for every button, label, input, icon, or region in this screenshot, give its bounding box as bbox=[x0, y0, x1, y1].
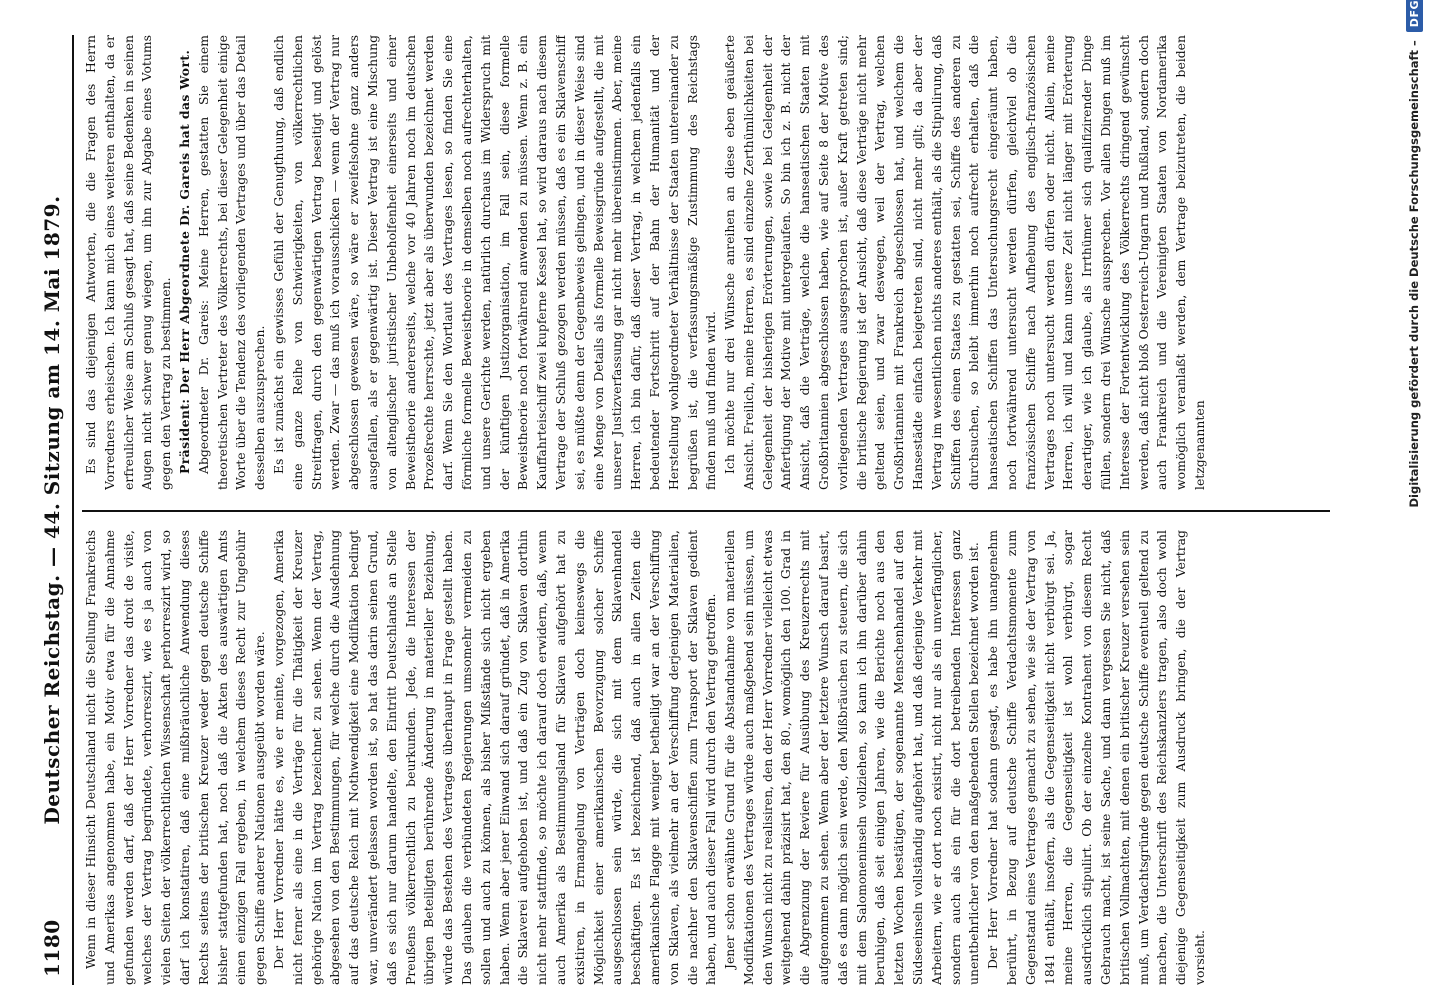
column-divider bbox=[82, 510, 1330, 512]
rotated-newspaper-page bbox=[38, 35, 1330, 985]
paragraph: Ich möchte nur drei Wünsche anreihen an diese eben geäußerte Ansicht. Freilich, meine Herren, es sind einzelne Zerthümlichkeiten bei Gelegenheit der bisherigen Erörterungen, sowie bei Gelegenheit der Anfertigung der Motive mit untergelaufen. So bin ich z. B. nicht der Ansicht, daß die Verträge, welche die hanseatischen Staaten mit Großbritannien abgeschlossen haben, wie auf Seite 8 der Motive des vorliegenden Vertrages ausgesprochen ist, außer Kraft getreten sind; die britische Regierung ist der Ansicht, daß diese Verträge nicht mehr geltend seien, und zwar deswegen, weil der Vertrag, welchen Großbritannien mit Frankreich abgeschlossen hat, und welchem die Hansestädte einfach beigetreten sind, nicht mehr gilt; da aber der Vertrag im wesentlichen nichts anderes enthält, als die Stipulirung, daß Schiffen des einen Staates zu gestatten sei, Schiffe des anderen zu durchsuchen, so bleibt immerhin noch aufrecht erhalten, daß die hanseatischen Schiffen das Untersuchungsrecht eingeräumt haben, noch fortwährend untersucht werden dürfen, gleichviel ob die französischen Schiffe nach Aufhebung des englisch-französischen Vertrages noch untersucht werden dürfen oder nicht. Allein, meine Herren, ich will und kann unsere Zeit nicht länger mit Erörterung derartiger, wie ich glaube, als Irrthümer sich qualifizirender Dinge füllen, sondern drei Wünsche aussprechen. Vor allen Dingen muß im Interesse der Fortentwicklung des Völkerrechts dringend gewünscht werden, daß nicht bloß Oesterreich-Ungarn und Rußland, sondern doch auch Frankreich und die Vereinigten Staaten von Nordamerika womöglich veranlaßt werden, dem Vertrage beizutreten, die beiden letzgenannten bbox=[722, 35, 1208, 490]
speaker-paragraph: Präsident: Der Herr Abgeordnete Dr. Gareis hat das Wort. bbox=[176, 49, 192, 474]
page-number: 1180 bbox=[40, 919, 64, 977]
digitization-notice-text: Digitalisierung gefördert durch die Deutsche Forschungsgemeinschaft – bbox=[1407, 40, 1421, 508]
right-text-column bbox=[82, 35, 1330, 490]
paragraph: Es sind das diejenigen Antworten, die die Fragen des Herrn Vorredners erheischen. Ich kann mich eines weiteren enthalten, da er erfreulicher Weise am Schluß gesagt hat, daß seine Bedenken in seinen Augen nicht schwer genug wiegen, um ihn zur Abgabe eines Votums gegen den Vertrag zu bestimmen. bbox=[83, 35, 174, 490]
header-rule bbox=[72, 35, 74, 985]
page-headline: Deutscher Reichstag. — 44. Sitzung am 14. Mai 1879. bbox=[40, 195, 64, 825]
paragraph: Jener schon erwähnte Grund für die Abstandnahme von materiellen Modifikationen des Vertrages würde auch maßgebend sein müssen, um den Wunsch nicht zu realisiren, den der Herr Vorredner vielleicht etwas weitgehend dahin präzisirt hat, den 80., womöglich den 100. Grad in die Abgrenzung der Reviere für Ausübung des Kreuzerrechts mit aufgenommen zu sehen. Wenn aber der letztere Wunsch darauf basirt, daß es dann möglich sein werde, den Mißbräuchen zu steuern, die sich mit dem Salomoneninseln vollziehen, so kann ich ihn darüber dahin beruhigen, daß seit einigen Jahren, wie die Berichte noch aus den letzten Wochen bestätigen, der sogenannte Menschenhandel auf den Südseeinseln vollständig aufgehört hat, und daß derjenige Verkehr mit Arbeitern, wie er dort noch existirt, nicht nur als ein unverfänglicher, sondern auch als ein für die dort betreibenden Interessen ganz unentbehrlicher von den maßgebenden Stellen bezeichnet worden ist. bbox=[722, 530, 982, 985]
paragraph: Wenn in dieser Hinsicht Deutschland nicht die Stellung Frankreichs und Amerikas angenommen habe, ein Motiv etwa für die Annahme gefunden werden darf, daß der Herr Vorredner das droit de visite, welches der Vertrag begründete, verhorreszirt, wie es ja auch von vielen Seiten der völkerrechtlichen Wissenschaft perhorreszirt wird, so darf ich konstatiren, daß eine mißbräuchliche Anwendung dieses Rechts seitens der britischen Kreuzer weder gegen deutsche Schiffe bisher stattgefunden hat, noch daß die Akten des auswärtigen Amts einen einzigen Fall ergeben, in welchem dieses Recht zur Ungebühr gegen Schiffe anderer Nationen ausgeübt worden wäre. bbox=[83, 530, 268, 985]
paragraph: Abgeordneter Dr. Gareis: Meine Herren, gestatten Sie einem theoretischen Vertreter des Völkerrechts, bei dieser Gelegenheit einige Worte über die Tendenz des vorliegenden Vertrages und über das Detail desselben auszusprechen. bbox=[195, 35, 268, 490]
paragraph: Der Herr Vorredner hätte es, wie er meinte, vorgezogen, Amerika nicht ferner als eine in die Verträge für die Thätigkeit der Kreuzer gehörige Nation im Vertrag bezeichnet zu sehen. Wenn der Vertrag, abgesehen von den Bestimmungen, für welche durch die Ausdehnung auf das deutsche Reich mit Nothwendigkeit eine Modifikation bedingt war, unverändert gelassen worden ist, so hat das darin seinen Grund, daß es sich nur darum handelte, den Eintritt Deutschlands an Stelle Preußens völkerrechtlich zu beurkunden. Jede, die Interessen der übrigen Beteiligten berührende Änderung in materieller Beziehung, würde das Bestehen des Vertrages überhaupt in Frage gestellt haben. Das glauben die verbündeten Regierungen umsomehr vermeiden zu sollen und auch zu können, als bisher Mißstände sich nicht ergeben haben. Wenn aber jener Einwand sich darauf gründet, daß in Amerika die Sklaverei aufgehoben ist, und daß ein Zug von Sklaven dorthin nicht mehr stattfinde, so möchte ich darauf doch erwidern, daß, wenn auch Amerika als Bestimmungsland für Sklaven aufgehört hat zu existiren, in Ermangelung von Verträgen doch keineswegs die Möglichkeit einer amerikanischen Bevorzugung solcher Schiffe ausgeschlossen sein würde, die sich mit dem Sklavenhandel beschäftigen. Es ist bezeichnend, daß auch in allen Zeiten die amerikanische Flagge mit weniger betheiligt war an der Verschiffung von Sklaven, als vielmehr an der Verschiffung derjenigen Materialien, die nachher den Sklavenschiffen zum Transport der Sklaven gedient haben, und auch dieser Fall wird durch den Vertrag getroffen. bbox=[270, 530, 719, 985]
paragraph: Es ist zunächst ein gewisses Gefühl der Genugthuung, daß endlich eine ganze Reihe von Schwierigkeiten, von völkerrechtlichen Streitfragen, durch den gegenwärtigen Vertrag beseitigt und gelöst werden. Zwar — das muß ich vorausschicken — wenn der Vertrag nur abgeschlossen gewesen wäre, so wäre er zweifelsohne ganz anders ausgefallen, als er gegenwärtig ist. Dieser Vertrag ist eine Mischung von altenglischer juristischer Unbeholfenheit einerseits und einer Beweistheorie andererseits, welche vor 40 Jahren noch im deutschen Prozeßrechte herrschte, jetzt aber als überwunden bezeichnet werden darf. Wenn Sie den Wortlaut des Vertrages lesen, so finden Sie eine förmliche formelle Beweistheorie in demselben noch aufrechterhalten, und unsere Gerichte werden, natürlich durchaus im Widerspruch mit der künftigen Justizorganisation, im Fall sein, diese formelle Beweistheorie noch fortwährend anwenden zu müssen. Wenn z. B. ein Kauffahrteischiff zwei kupferne Kessel hat, so wird daraus nach diesem Vertrage der Schluß gezogen werden müssen, daß es ein Sklavenschiff sei, es müßte denn der Gegenbeweis gelingen, und in dieser Weise sind eine Menge von Details als formelle Beweisgründe aufgestellt, die mit unserer Justizverfassung gar nicht mehr übereinstimmen. Aber, meine Herren, ich bin dafür, daß dieser Vertrag, in welchem jedenfalls ein bedeutender Fortschritt auf der Bahn der Humanität und der Herstellung wohlgeordneter Verhältnisse der Staaten untereinander zu begrüßen ist, die verfassungsmäßige Zustimmung des Reichstags finden muß und finden wird. bbox=[270, 35, 719, 490]
paragraph: Der Herr Vorredner hat sodann gesagt, es habe ihn unangenehm berührt, in Bezug auf deutsche Schiffe Verdachtsmomente zum Gegenstand eines Vertrages gemacht zu sehen, wie sie der Vertrag von 1841 enthält, insofern, als die Gegenseitigkeit nicht verbürgt sei. Ja, meine Herren, die Gegenseitigkeit ist wohl verbürgt, sogar ausdrücklich stipulirt. Ob der einzelne Kontrahent von diesem Recht Gebrauch macht, ist seine Sache, und dann vergessen Sie nicht, daß britischen Vollmachten, mit denen ein britischer Kreuzer versehen sein muß, um Verdachtsgründe gegen deutsche Schiffe eventuell geltend zu machen, die Unterschrift des Reichskanzlers tragen, also doch wohl diejenige Gegenseitigkeit zum Ausdruck bringen, die der Vertrag vorsieht. bbox=[985, 530, 1208, 985]
left-text-column bbox=[82, 530, 1330, 985]
running-head bbox=[38, 35, 74, 985]
dfg-logo: DFG bbox=[1406, 0, 1423, 32]
digitization-notice bbox=[1400, 0, 1428, 995]
